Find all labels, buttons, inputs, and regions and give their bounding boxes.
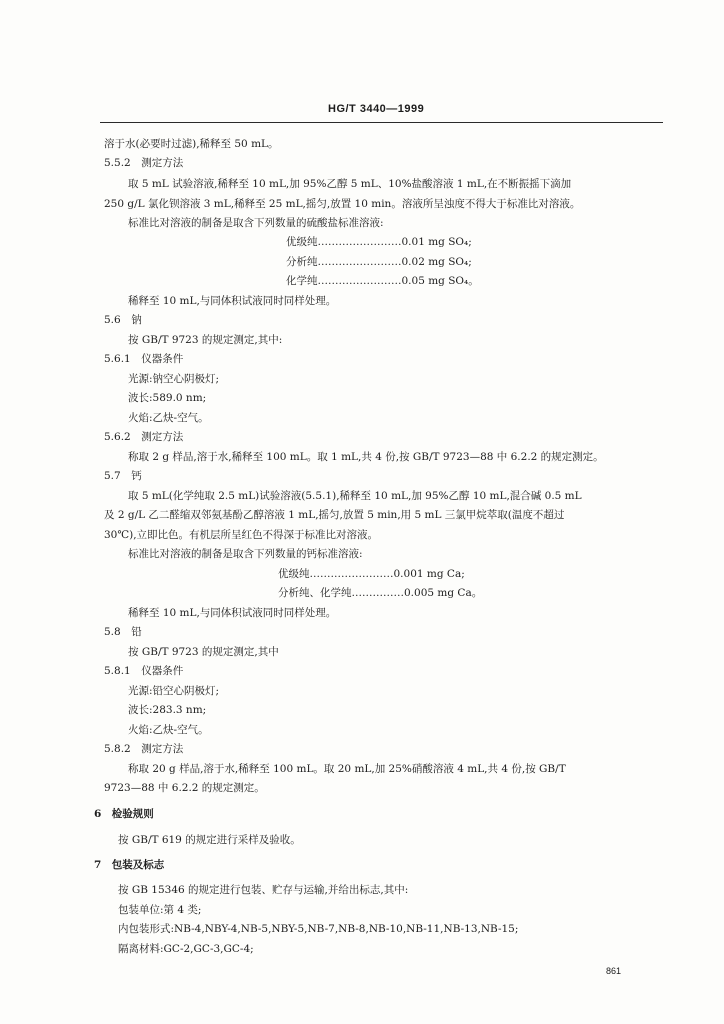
text-line: 火焰:乙炔-空气。	[128, 724, 209, 736]
text-line: 按 GB/T 9723 的规定测定,其中:	[128, 334, 283, 346]
text-line: 30℃),立即比色。有机层所呈红色不得深于标准比对溶液。	[104, 529, 379, 541]
text-line: 取 5 mL(化学纯取 2.5 mL)试验溶液(5.5.1),稀释至 10 mL,加 95%乙醇 10 mL,混合碱 0.5 mL	[128, 490, 582, 502]
section-heading-5-6-2: 5.6.2 测定方法	[104, 431, 184, 443]
section-heading-5-5-2: 5.5.2 测定方法	[104, 157, 184, 169]
text-line: 9723—88 中 6.2.2 的规定测定。	[104, 782, 265, 794]
text-line: 波长:283.3 nm;	[128, 704, 207, 716]
standard-item: 化学纯……………………0.05 mg SO₄。	[286, 275, 479, 287]
header-code: HG/T 3440—1999	[328, 103, 425, 115]
section-heading-5-7: 5.7 钙	[104, 470, 142, 482]
section-heading-6: 6 检验规则	[94, 808, 154, 820]
text-line: 称取 2 g 样品,溶于水,稀释至 100 mL。取 1 mL,共 4 份,按 GB/T 9723—88 中 6.2.2 的规定测定。	[128, 451, 604, 463]
text-line: 称取 20 g 样品,溶于水,稀释至 100 mL。取 20 mL,加 25%硝酸溶液 4 mL,共 4 份,按 GB/T	[128, 763, 566, 775]
section-heading-7: 7 包装及标志	[94, 859, 165, 871]
text-line: 及 2 g/L 乙二醛缩双邻氨基酚乙醇溶液 1 mL,摇匀,放置 5 min,用 5 mL 三氯甲烷萃取(温度不超过	[104, 509, 565, 521]
text-line: 隔离材料:GC-2,GC-3,GC-4;	[118, 943, 254, 955]
text-line: 内包装形式:NB-4,NBY-4,NB-5,NBY-5,NB-7,NB-8,NB-10,NB-11,NB-13,NB-15;	[118, 923, 519, 935]
section-heading-5-6: 5.6 钠	[104, 314, 142, 326]
standard-item: 优级纯……………………0.001 mg Ca;	[278, 568, 465, 580]
section-heading-5-8: 5.8 铅	[104, 626, 142, 638]
text-line: 标准比对溶液的制备是取含下列数量的钙标准溶液:	[128, 548, 363, 560]
text-line: 取 5 mL 试验溶液,稀释至 10 mL,加 95%乙醇 5 mL、10%盐酸溶液 1 mL,在不断振摇下滴加	[128, 178, 572, 190]
text-line: 250 g/L 氯化钡溶液 3 mL,稀释至 25 mL,摇匀,放置 10 min。溶液所呈浊度不得大于标准比对溶液。	[104, 198, 581, 210]
text-line: 溶于水(必要时过滤),稀释至 50 mL。	[104, 138, 279, 150]
text-line: 波长:589.0 nm;	[128, 392, 207, 404]
text-line: 标准比对溶液的制备是取含下列数量的硫酸盐标准溶液:	[128, 217, 384, 229]
text-line: 稀释至 10 mL,与同体积试液同时同样处理。	[128, 295, 337, 307]
text-line: 按 GB/T 9723 的规定测定,其中	[128, 646, 279, 658]
text-line: 稀释至 10 mL,与同体积试液同时同样处理。	[128, 607, 337, 619]
standard-item: 分析纯……………………0.02 mg SO₄;	[286, 256, 472, 268]
section-heading-5-8-2: 5.8.2 测定方法	[104, 743, 184, 755]
text-line: 光源:钠空心阴极灯;	[128, 373, 220, 385]
text-line: 火焰:乙炔-空气。	[128, 412, 209, 424]
section-heading-5-6-1: 5.6.1 仪器条件	[104, 353, 184, 365]
standard-item: 分析纯、化学纯……………0.005 mg Ca。	[278, 587, 483, 599]
standard-item: 优级纯……………………0.01 mg SO₄;	[286, 236, 472, 248]
text-line: 按 GB 15346 的规定进行包装、贮存与运输,并给出标志,其中:	[118, 884, 409, 896]
text-line: 包装单位:第 4 类;	[118, 904, 202, 916]
header-rule	[100, 122, 663, 123]
text-line: 光源:铅空心阴极灯;	[128, 685, 220, 697]
section-heading-5-8-1: 5.8.1 仪器条件	[104, 665, 184, 677]
page-number: 861	[606, 966, 622, 976]
text-line: 按 GB/T 619 的规定进行采样及验收。	[118, 834, 301, 846]
